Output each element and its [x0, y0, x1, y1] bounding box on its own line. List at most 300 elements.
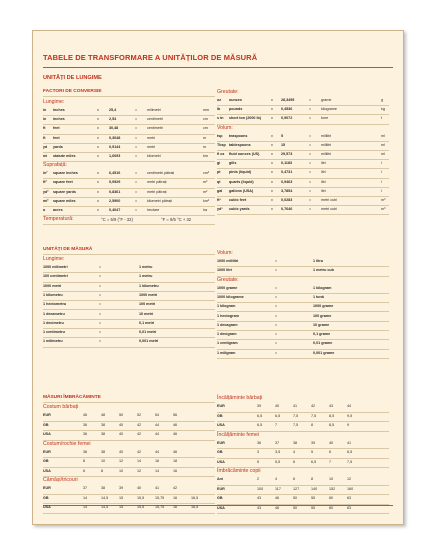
- unit-row: [217, 266, 389, 276]
- table-cell: 1 decagram: [217, 322, 238, 327]
- table-cell: yd: [43, 144, 48, 149]
- table-cell: 0,01 metri: [139, 330, 157, 335]
- table-cell: =: [309, 179, 312, 184]
- women-dresses-subheading: Costum/rochie femei: [43, 440, 91, 447]
- table-cell: in: [43, 108, 47, 112]
- table-cell: =: [135, 189, 138, 194]
- table-cell: 38: [101, 486, 106, 490]
- table-cell: 1000 milimetri: [43, 265, 68, 269]
- table-cell: 127: [293, 486, 300, 491]
- table-cell: 0,01 grame: [313, 341, 333, 346]
- table-cell: 140: [311, 486, 318, 491]
- table-cell: 152: [329, 486, 336, 491]
- table-cell: 38: [101, 422, 106, 427]
- table-cell: =: [275, 294, 278, 299]
- table-cell: 16,5: [191, 495, 199, 500]
- table-cell: 6,5: [257, 413, 263, 418]
- table-cell: metri pătrați: [147, 180, 167, 185]
- table-cell: x: [97, 154, 99, 158]
- table-cell: square feet: [53, 180, 73, 185]
- table-cell: ha: [203, 208, 208, 212]
- table-cell: gal: [217, 188, 223, 193]
- table-cell: 1 metru: [139, 274, 153, 279]
- table-cell: 2,5900: [109, 198, 121, 203]
- table-cell: 100 metri: [139, 302, 156, 307]
- table-cell: l: [381, 179, 382, 184]
- table-cell: metri: [147, 135, 156, 140]
- table-cell: metri cubi: [321, 198, 337, 202]
- table-cell: grame: [321, 98, 332, 102]
- table-cell: cubic yards: [229, 207, 250, 212]
- table-cell: km: [203, 154, 208, 158]
- table-cell: inches: [53, 117, 65, 122]
- table-cell: fluid ounces (US): [229, 152, 260, 156]
- table-cell: centimetri pătrați: [147, 171, 175, 176]
- table-cell: 5: [311, 450, 314, 454]
- table-cell: m: [203, 144, 207, 149]
- table-cell: litri: [321, 161, 326, 166]
- table-cell: 0,1 metri: [139, 320, 155, 325]
- table-cell: 5,5: [275, 459, 281, 464]
- table-cell: mililitri: [321, 133, 332, 138]
- table-cell: 1 hectometru: [43, 302, 67, 307]
- table-cell: milimetri: [147, 108, 161, 112]
- table-cell: 4: [293, 450, 296, 454]
- table-cell: gills: [229, 161, 237, 166]
- table-cell: mi²: [43, 198, 49, 203]
- table-cell: centimetri: [147, 126, 163, 131]
- table-cell: EUR: [217, 440, 225, 445]
- table-cell: 38: [101, 432, 106, 436]
- table-cell: qt: [217, 179, 221, 184]
- table-cell: 7,5: [293, 413, 299, 418]
- table-cell: 6,5: [275, 413, 281, 418]
- table-cell: =: [309, 207, 312, 212]
- table-cell: pints (liquid): [229, 170, 252, 175]
- unit-row: [217, 349, 389, 359]
- table-cell: =: [99, 283, 102, 288]
- table-cell: 44: [155, 449, 160, 454]
- table-cell: inches: [53, 108, 65, 112]
- table-cell: =: [135, 126, 138, 131]
- table-cell: x: [271, 207, 273, 212]
- table-cell: 1 kilometru: [43, 292, 63, 297]
- table-cell: l: [381, 170, 382, 175]
- table-cell: 39: [311, 440, 316, 445]
- table-cell: x: [271, 188, 273, 193]
- table-cell: =: [275, 304, 278, 309]
- table-cell: =: [99, 302, 102, 307]
- table-cell: cm: [203, 126, 208, 131]
- table-cell: 12: [119, 459, 124, 463]
- table-cell: 1 decigram: [217, 332, 237, 337]
- table-cell: 41: [293, 404, 298, 408]
- table-cell: 15,75: [155, 495, 165, 500]
- size-row: [217, 421, 389, 432]
- table-cell: 1000 grame: [313, 304, 334, 309]
- table-cell: 37: [275, 440, 280, 445]
- table-cell: mililitri: [321, 152, 332, 156]
- table-cell: =: [135, 198, 138, 203]
- table-cell: ml: [381, 133, 385, 138]
- conversion-row: [217, 114, 389, 124]
- table-cell: 14: [83, 505, 88, 509]
- table-cell: quarts (liquid): [229, 179, 254, 184]
- table-cell: x: [271, 133, 273, 138]
- table-cell: 1 metru: [139, 265, 153, 269]
- table-cell: 1 kilometru: [139, 283, 159, 288]
- table-cell: EUR: [43, 449, 51, 454]
- table-cell: 52: [137, 413, 142, 417]
- row-divider: [43, 224, 215, 225]
- table-cell: s tn: [217, 116, 224, 121]
- table-cell: g: [381, 98, 384, 102]
- table-cell: Tbsp: [217, 142, 226, 147]
- table-cell: 36: [83, 449, 88, 454]
- table-cell: 1 tonă: [313, 294, 324, 299]
- table-cell: =: [309, 133, 312, 138]
- table-cell: 46: [173, 449, 178, 454]
- table-cell: =: [135, 108, 138, 112]
- table-cell: 2: [257, 477, 260, 481]
- table-cell: =: [309, 188, 312, 193]
- table-cell: centimetri: [147, 117, 163, 122]
- table-cell: 8: [83, 459, 86, 463]
- table-cell: GB: [217, 496, 223, 500]
- table-cell: 117: [275, 486, 281, 491]
- table-cell: square yards: [53, 189, 76, 194]
- table-cell: x: [271, 161, 273, 166]
- table-cell: 6: [329, 450, 332, 454]
- table-cell: 1 decametru: [43, 311, 65, 316]
- table-cell: =: [309, 98, 312, 102]
- table-cell: =: [99, 330, 102, 335]
- table-cell: Ani: [217, 477, 223, 481]
- table-cell: x: [271, 142, 273, 147]
- table-cell: 50: [293, 505, 298, 510]
- table-cell: x: [97, 108, 99, 112]
- row-divider: [43, 254, 215, 255]
- table-cell: m: [203, 135, 207, 140]
- table-cell: 0,0283: [281, 198, 293, 202]
- table-cell: feet: [53, 135, 60, 140]
- table-cell: GB: [217, 450, 223, 454]
- title-divider: [43, 67, 393, 68]
- table-cell: 0,3048: [109, 135, 121, 140]
- table-cell: 16: [173, 495, 178, 500]
- table-cell: =: [99, 292, 102, 297]
- table-cell: 0,0929: [109, 180, 121, 185]
- men-suits-subheading: Costum bărbați: [43, 404, 79, 410]
- table-cell: GB: [43, 459, 49, 463]
- table-cell: 16: [173, 468, 178, 473]
- table-cell: m²: [203, 189, 208, 194]
- table-cell: 12: [347, 477, 352, 481]
- table-cell: =: [275, 332, 278, 337]
- table-cell: 15,5: [137, 505, 145, 509]
- table-cell: =: [275, 268, 278, 273]
- table-cell: EUR: [217, 404, 225, 408]
- table-cell: 9: [347, 423, 350, 427]
- table-cell: 15,75: [155, 505, 165, 509]
- table-cell: x: [271, 107, 273, 112]
- table-cell: USA: [217, 459, 225, 464]
- table-cell: 14: [155, 468, 160, 473]
- table-cell: 42: [311, 404, 316, 408]
- table-cell: 0,1183: [281, 161, 293, 166]
- table-cell: 54: [155, 413, 160, 417]
- table-cell: 1 hectogram: [217, 313, 239, 318]
- table-cell: lb: [217, 107, 221, 112]
- table-cell: GB: [217, 413, 223, 418]
- table-cell: teaspoons: [229, 133, 248, 138]
- table-cell: 5: [257, 459, 260, 464]
- table-cell: 1 kilogram: [313, 285, 332, 290]
- table-cell: 39: [119, 486, 124, 490]
- table-cell: 1 decimetru: [43, 320, 64, 325]
- table-cell: 0,9144: [109, 144, 121, 149]
- table-cell: 39: [257, 404, 262, 408]
- table-cell: 63: [347, 496, 352, 500]
- table-cell: 50: [293, 496, 298, 500]
- table-cell: gi: [217, 161, 221, 166]
- table-cell: x: [97, 135, 99, 140]
- table-cell: =: [275, 285, 278, 290]
- table-cell: 44: [347, 404, 352, 408]
- table-cell: 44: [155, 432, 160, 436]
- size-row: [217, 504, 389, 515]
- table-cell: 7,5: [293, 423, 299, 427]
- table-cell: metri pătrați: [147, 189, 167, 194]
- table-cell: ft²: [43, 180, 47, 185]
- table-cell: 38: [293, 440, 298, 445]
- table-cell: m³: [381, 198, 386, 202]
- table-cell: statute miles: [53, 154, 76, 158]
- table-cell: 1,6093: [109, 154, 121, 158]
- table-cell: 28,3495: [281, 98, 295, 102]
- table-cell: 6,5: [347, 450, 353, 454]
- table-cell: 7: [275, 423, 278, 427]
- page-title: TABELE DE TRANSFORMARE A UNITĂȚILOR DE MĂSURĂ: [43, 53, 258, 62]
- table-cell: 41: [347, 440, 352, 445]
- size-row: [43, 503, 215, 514]
- table-cell: 14,5: [101, 495, 109, 500]
- table-cell: =: [135, 208, 138, 212]
- table-cell: 0,001 grame: [313, 350, 335, 355]
- table-cell: 9,5: [347, 413, 353, 418]
- table-cell: feet: [53, 126, 60, 131]
- table-cell: 10: [329, 477, 334, 481]
- table-cell: 6,4516: [109, 171, 121, 176]
- table-cell: 46: [173, 432, 178, 436]
- table-cell: 40: [275, 404, 280, 408]
- table-cell: 16: [155, 459, 160, 463]
- area-subheading: Suprafață:: [43, 162, 67, 169]
- celsius-formula: °C = 5/9 (°F - 32): [101, 216, 133, 222]
- table-cell: 2,54: [109, 117, 117, 122]
- size-row: [43, 467, 215, 478]
- table-cell: 30,48: [109, 126, 119, 131]
- table-cell: litri: [321, 179, 326, 184]
- table-cell: metri cubi: [321, 207, 337, 212]
- table-cell: 40: [137, 486, 142, 490]
- table-cell: 3,5: [275, 450, 281, 454]
- table-cell: =: [99, 274, 102, 279]
- conversion-factors-heading: FACTORI DE CONVERSIE: [43, 89, 102, 94]
- table-cell: x: [271, 98, 273, 102]
- table-cell: 0,4731: [281, 170, 293, 175]
- table-cell: =: [135, 171, 138, 176]
- table-cell: =: [275, 350, 278, 355]
- table-cell: 36: [83, 432, 88, 436]
- table-cell: ft: [43, 126, 46, 131]
- table-cell: 48: [101, 413, 106, 417]
- table-cell: 100 grame: [313, 313, 332, 318]
- table-cell: 42: [137, 432, 142, 436]
- table-cell: kilograme: [321, 107, 337, 112]
- table-cell: 0,001 metri: [139, 339, 159, 344]
- table-cell: x: [97, 144, 99, 149]
- table-cell: =: [275, 259, 278, 263]
- table-cell: 0,7646: [281, 207, 293, 212]
- table-cell: =: [99, 339, 102, 344]
- table-cell: =: [135, 135, 138, 140]
- table-cell: 55: [311, 505, 316, 510]
- mu-volume-subheading: Volum:: [217, 250, 233, 256]
- table-cell: 42: [173, 486, 178, 490]
- table-cell: in²: [43, 171, 48, 176]
- table-cell: 6: [293, 459, 296, 464]
- table-cell: 14,5: [101, 505, 109, 509]
- table-cell: kilometri: [147, 154, 161, 158]
- table-cell: 10 metri: [139, 311, 154, 316]
- table-cell: 25,4: [109, 108, 117, 112]
- table-cell: litri: [321, 170, 326, 175]
- table-cell: 6,5: [311, 459, 317, 464]
- table-cell: 46: [173, 422, 178, 427]
- conversion-row: [43, 206, 215, 216]
- table-cell: 44: [155, 422, 160, 427]
- table-cell: 1 centimetru: [43, 330, 65, 335]
- table-cell: 63: [347, 505, 352, 510]
- table-cell: 1000 mililitri: [217, 259, 239, 263]
- volume-subheading: Volum:: [217, 124, 233, 131]
- table-cell: fl oz: [217, 152, 225, 156]
- table-cell: 46: [275, 496, 280, 500]
- table-cell: 40: [119, 449, 124, 454]
- table-cell: 36: [83, 422, 88, 427]
- table-cell: x: [97, 198, 99, 203]
- row-divider: [43, 96, 215, 97]
- table-cell: 7: [329, 459, 332, 464]
- table-cell: square inches: [53, 171, 78, 176]
- table-cell: hectare: [147, 208, 160, 212]
- table-cell: 14: [83, 495, 88, 500]
- table-cell: ml: [381, 152, 385, 156]
- table-cell: mm: [203, 108, 210, 112]
- table-cell: cubic feet: [229, 198, 247, 202]
- table-cell: =: [275, 322, 278, 327]
- table-cell: x: [97, 171, 99, 176]
- table-cell: km²: [203, 198, 210, 203]
- table-cell: 43: [257, 496, 262, 500]
- table-cell: 1000 kilograme: [217, 294, 244, 299]
- table-cell: 0,4536: [281, 107, 293, 112]
- mu-length-subheading: Lungime:: [43, 256, 65, 262]
- table-cell: m³: [381, 207, 386, 212]
- table-cell: l: [381, 161, 382, 166]
- table-cell: 8: [101, 468, 104, 473]
- table-cell: mi: [43, 154, 48, 158]
- table-cell: kg: [381, 107, 385, 112]
- table-cell: =: [135, 154, 138, 158]
- table-cell: 0,9072: [281, 116, 293, 121]
- table-cell: 1 litru: [313, 259, 324, 263]
- table-cell: 46: [83, 413, 88, 417]
- conversion-row: [43, 152, 215, 162]
- table-cell: =: [309, 161, 312, 166]
- table-cell: EUR: [217, 486, 225, 491]
- table-cell: =: [275, 341, 278, 346]
- table-cell: 1000 litri: [217, 268, 232, 273]
- table-cell: 8: [311, 477, 314, 481]
- men-shoes-subheading: Încălțăminte bărbați: [217, 395, 263, 401]
- table-cell: ounces: [229, 98, 242, 102]
- table-cell: 0,9463: [281, 179, 293, 184]
- kids-clothing-subheading: Îmbrăcăminte copii: [217, 468, 261, 474]
- fahrenheit-formula: °F = 9/5 °C + 32: [161, 216, 192, 222]
- table-cell: pt: [217, 170, 221, 175]
- table-cell: square miles: [53, 198, 76, 203]
- table-cell: 50: [119, 413, 124, 417]
- table-cell: USA: [43, 505, 51, 509]
- table-cell: x: [97, 208, 99, 212]
- table-cell: 12: [137, 468, 142, 473]
- table-cell: 60: [329, 496, 334, 500]
- table-cell: 3,7854: [281, 188, 293, 193]
- table-cell: t: [381, 116, 383, 121]
- table-cell: pounds: [229, 107, 243, 112]
- table-cell: x: [271, 198, 273, 202]
- table-cell: x: [271, 152, 273, 156]
- table-cell: 41: [155, 486, 160, 490]
- table-cell: 6: [83, 468, 86, 473]
- table-cell: cm: [203, 117, 208, 122]
- table-cell: =: [275, 313, 278, 318]
- table-cell: yd³: [217, 207, 223, 212]
- table-cell: 10: [101, 459, 106, 463]
- table-cell: =: [309, 170, 312, 175]
- table-cell: 16,5: [191, 505, 199, 509]
- table-cell: =: [135, 117, 138, 122]
- table-cell: =: [309, 107, 312, 112]
- row-divider: [43, 402, 215, 403]
- table-cell: 7,5: [347, 459, 353, 464]
- table-cell: 1000 metri: [43, 283, 62, 288]
- table-cell: tablespoons: [229, 142, 251, 147]
- table-cell: 15,5: [137, 495, 145, 500]
- table-cell: =: [135, 144, 138, 149]
- table-cell: mililitri: [321, 142, 332, 147]
- table-cell: USA: [217, 505, 225, 510]
- table-cell: =: [309, 116, 312, 121]
- table-cell: tone: [321, 116, 329, 121]
- table-cell: cm²: [203, 171, 210, 176]
- table-cell: 0,8361: [109, 189, 121, 194]
- table-cell: 1 centigram: [217, 341, 238, 346]
- table-cell: 1000 metri: [139, 292, 158, 297]
- table-cell: 15: [119, 495, 124, 500]
